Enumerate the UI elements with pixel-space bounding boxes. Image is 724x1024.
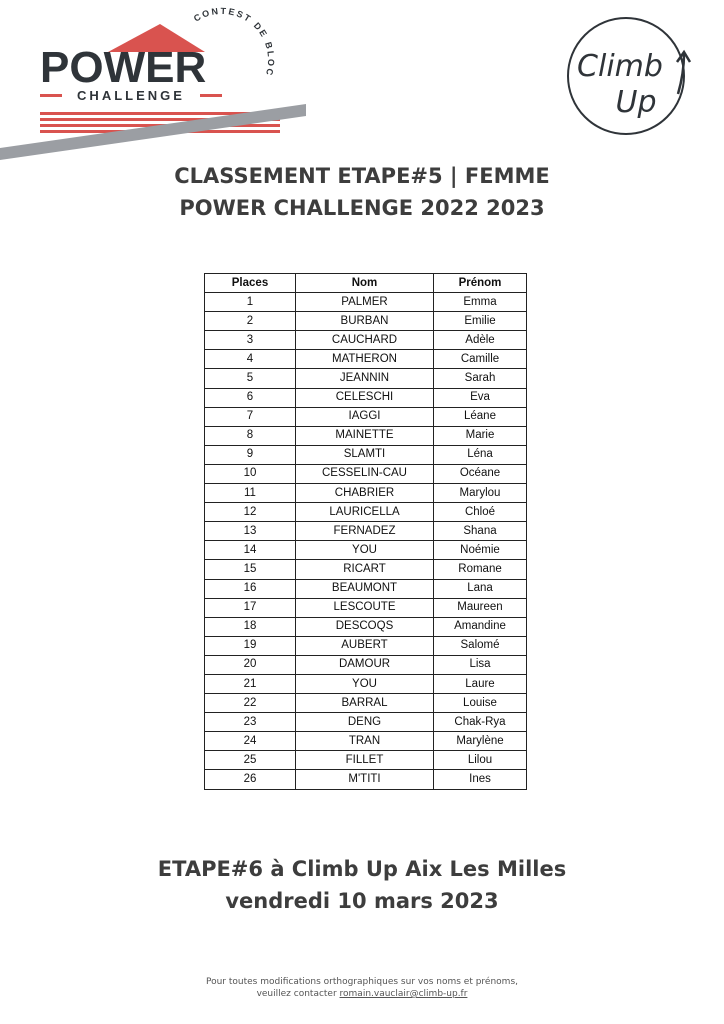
nom-cell: DENG xyxy=(296,713,434,732)
place-cell: 20 xyxy=(205,655,296,674)
prenom-cell: Salomé xyxy=(434,636,527,655)
table-row xyxy=(205,388,527,407)
nom-cell: CESSELIN-CAU xyxy=(296,464,434,483)
prenom-cell: Lana xyxy=(434,579,527,598)
prenom-cell: Camille xyxy=(434,350,527,369)
prenom-cell: Lilou xyxy=(434,751,527,770)
table-row xyxy=(205,312,527,331)
header-nom: Nom xyxy=(296,274,434,293)
title-line-2: POWER CHALLENGE 2022 2023 xyxy=(179,196,545,220)
table-row xyxy=(205,407,527,426)
place-cell: 24 xyxy=(205,732,296,751)
table-row xyxy=(205,293,527,312)
prenom-cell: Marylène xyxy=(434,732,527,751)
place-cell: 23 xyxy=(205,713,296,732)
place-cell: 1 xyxy=(205,293,296,312)
table-row xyxy=(205,770,527,789)
place-cell: 3 xyxy=(205,331,296,350)
place-cell: 21 xyxy=(205,674,296,693)
prenom-cell: Maureen xyxy=(434,598,527,617)
next-event xyxy=(0,853,724,917)
place-cell: 25 xyxy=(205,751,296,770)
table-row xyxy=(205,694,527,713)
nom-cell: RICART xyxy=(296,560,434,579)
table-row xyxy=(205,331,527,350)
place-cell: 26 xyxy=(205,770,296,789)
page-title xyxy=(0,160,724,224)
place-cell: 10 xyxy=(205,464,296,483)
prenom-cell: Laure xyxy=(434,674,527,693)
table-row xyxy=(205,484,527,503)
logo-dash-left xyxy=(40,94,62,97)
table-row xyxy=(205,751,527,770)
table-row xyxy=(205,579,527,598)
nom-cell: FILLET xyxy=(296,751,434,770)
place-cell: 6 xyxy=(205,388,296,407)
nom-cell: BURBAN xyxy=(296,312,434,331)
logo-climb-text: Climb xyxy=(577,49,663,84)
prenom-cell: Eva xyxy=(434,388,527,407)
nom-cell: PALMER xyxy=(296,293,434,312)
next-event-line-2: vendredi 10 mars 2023 xyxy=(225,889,499,913)
climb-up-logo xyxy=(560,14,700,139)
table-header-row xyxy=(205,274,527,293)
prenom-cell: Océane xyxy=(434,464,527,483)
place-cell: 5 xyxy=(205,369,296,388)
prenom-cell: Louise xyxy=(434,694,527,713)
nom-cell: M'TITI xyxy=(296,770,434,789)
place-cell: 17 xyxy=(205,598,296,617)
place-cell: 7 xyxy=(205,407,296,426)
nom-cell: LESCOUTE xyxy=(296,598,434,617)
place-cell: 13 xyxy=(205,522,296,541)
logo-word-power: POWER xyxy=(40,43,207,92)
logo-arc-textpath: CONTEST DE BLOC xyxy=(191,5,277,79)
place-cell: 12 xyxy=(205,503,296,522)
table-row xyxy=(205,426,527,445)
title-line-1: CLASSEMENT ETAPE#5 | FEMME xyxy=(174,164,550,188)
place-cell: 11 xyxy=(205,484,296,503)
next-event-line-1: ETAPE#6 à Climb Up Aix Les Milles xyxy=(157,857,567,881)
table-body xyxy=(205,293,527,789)
nom-cell: YOU xyxy=(296,541,434,560)
prenom-cell: Adèle xyxy=(434,331,527,350)
table-row xyxy=(205,522,527,541)
nom-cell: FERNADEZ xyxy=(296,522,434,541)
table-row xyxy=(205,636,527,655)
nom-cell: LAURICELLA xyxy=(296,503,434,522)
logo-up-text: Up xyxy=(615,85,657,120)
prenom-cell: Noémie xyxy=(434,541,527,560)
prenom-cell: Marie xyxy=(434,426,527,445)
prenom-cell: Marylou xyxy=(434,484,527,503)
prenom-cell: Sarah xyxy=(434,369,527,388)
nom-cell: CHABRIER xyxy=(296,484,434,503)
ranking-table xyxy=(204,273,527,790)
place-cell: 9 xyxy=(205,445,296,464)
nom-cell: AUBERT xyxy=(296,636,434,655)
table-row xyxy=(205,503,527,522)
table-row xyxy=(205,655,527,674)
place-cell: 16 xyxy=(205,579,296,598)
table-row xyxy=(205,617,527,636)
nom-cell: CAUCHARD xyxy=(296,331,434,350)
table-row xyxy=(205,674,527,693)
nom-cell: MATHERON xyxy=(296,350,434,369)
prenom-cell: Shana xyxy=(434,522,527,541)
table-row xyxy=(205,369,527,388)
table-row xyxy=(205,732,527,751)
footer-line-2 xyxy=(0,988,724,1000)
nom-cell: SLAMTI xyxy=(296,445,434,464)
prenom-cell: Emma xyxy=(434,293,527,312)
prenom-cell: Léane xyxy=(434,407,527,426)
place-cell: 22 xyxy=(205,694,296,713)
nom-cell: DESCOQS xyxy=(296,617,434,636)
logo-subtitle-challenge: CHALLENGE xyxy=(77,88,185,103)
place-cell: 2 xyxy=(205,312,296,331)
footer-line-1: Pour toutes modifications orthographiques sur vos noms et prénoms, xyxy=(205,977,518,987)
place-cell: 14 xyxy=(205,541,296,560)
prenom-cell: Chak-Rya xyxy=(434,713,527,732)
table-row xyxy=(205,445,527,464)
nom-cell: MAINETTE xyxy=(296,426,434,445)
nom-cell: YOU xyxy=(296,674,434,693)
nom-cell: IAGGI xyxy=(296,407,434,426)
table-row xyxy=(205,541,527,560)
table-row xyxy=(205,598,527,617)
nom-cell: DAMOUR xyxy=(296,655,434,674)
power-challenge-logo xyxy=(0,0,320,165)
place-cell: 19 xyxy=(205,636,296,655)
contact-email-link[interactable]: romain.vauclair@climb-up.fr xyxy=(339,989,468,999)
footer-note xyxy=(0,976,724,1000)
nom-cell: TRAN xyxy=(296,732,434,751)
prenom-cell: Emilie xyxy=(434,312,527,331)
prenom-cell: Lisa xyxy=(434,655,527,674)
prenom-cell: Léna xyxy=(434,445,527,464)
nom-cell: BEAUMONT xyxy=(296,579,434,598)
logo-dash-right xyxy=(200,94,222,97)
prenom-cell: Ines xyxy=(434,770,527,789)
nom-cell: JEANNIN xyxy=(296,369,434,388)
place-cell: 18 xyxy=(205,617,296,636)
header-prenom: Prénom xyxy=(434,274,527,293)
table-row xyxy=(205,464,527,483)
table-row xyxy=(205,713,527,732)
header-places: Places xyxy=(205,274,296,293)
prenom-cell: Amandine xyxy=(434,617,527,636)
nom-cell: BARRAL xyxy=(296,694,434,713)
place-cell: 15 xyxy=(205,560,296,579)
place-cell: 8 xyxy=(205,426,296,445)
table-row xyxy=(205,560,527,579)
table-row xyxy=(205,350,527,369)
prenom-cell: Romane xyxy=(434,560,527,579)
nom-cell: CELESCHI xyxy=(296,388,434,407)
place-cell: 4 xyxy=(205,350,296,369)
prenom-cell: Chloé xyxy=(434,503,527,522)
footer-line-2-prefix: veuillez contacter xyxy=(256,989,340,999)
